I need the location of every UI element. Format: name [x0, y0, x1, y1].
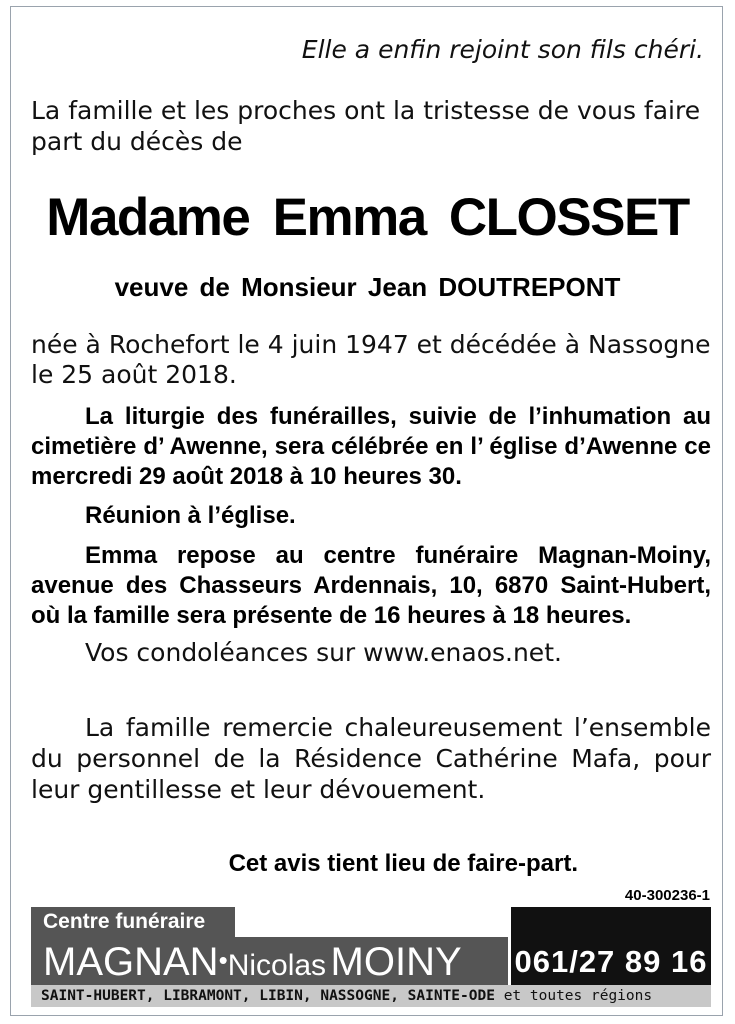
phone-number: 061/27 89 16 — [514, 944, 708, 979]
bullet-separator: • — [218, 945, 228, 975]
birth-death-text: née à Rochefort le 4 juin 1947 et décédée à Nassogne le 25 août 2018. — [31, 330, 711, 389]
thanks-text: La famille remercie chaleureusement l’ensemble du personnel de la Résidence Cathérine Mafa, pour leur gentillesse et leur dévouement. — [31, 713, 711, 804]
banner-company-name — [31, 937, 508, 985]
spouse-line: veuve de Monsieur Jean DOUTREPONT — [114, 272, 621, 302]
condolences-text: Vos condoléances sur www.enaos.net. — [85, 638, 562, 667]
intro-text: La famille et les proches ont la tristesse de vous faire part du décès de — [31, 96, 701, 156]
company-name-middle: Nicolas — [227, 949, 327, 982]
banner-label: Centre funéraire — [31, 907, 235, 937]
obituary-notice — [10, 6, 723, 1016]
reference-number: 40-300236-1 — [624, 887, 710, 904]
banner-locations — [31, 985, 711, 1007]
header-quote: Elle a enfin rejoint son fils chéri. — [301, 35, 704, 64]
locations-list: SAINT-HUBERT, LIBRAMONT, LIBIN, NASSOGNE, SAINTE-ODE — [41, 988, 495, 1004]
liturgy-text: La liturgie des funérailles, suivie de l’inhumation au cimetière d’ Awenne, sera célébrée en l’ église d’Awenne ce mercredi 29 août 2018 à 10 heures 30. — [31, 403, 711, 490]
deceased-name: Madame Emma CLOSSET — [46, 188, 689, 247]
funeral-home-banner — [31, 907, 711, 1005]
company-name-first: MAGNAN — [43, 940, 219, 984]
repose-text: Emma repose au centre funéraire Magnan-Moiny, avenue des Chasseurs Ardennais, 10, 6870 Saint-Hubert, où la famille sera présente de 16 heures à 18 heures. — [31, 542, 711, 629]
notice-text: Cet avis tient lieu de faire-part. — [228, 850, 578, 877]
reunion-text: Réunion à l’église. — [85, 502, 296, 529]
company-name-last: MOINY — [330, 940, 462, 984]
locations-suffix: et toutes régions — [503, 988, 653, 1004]
